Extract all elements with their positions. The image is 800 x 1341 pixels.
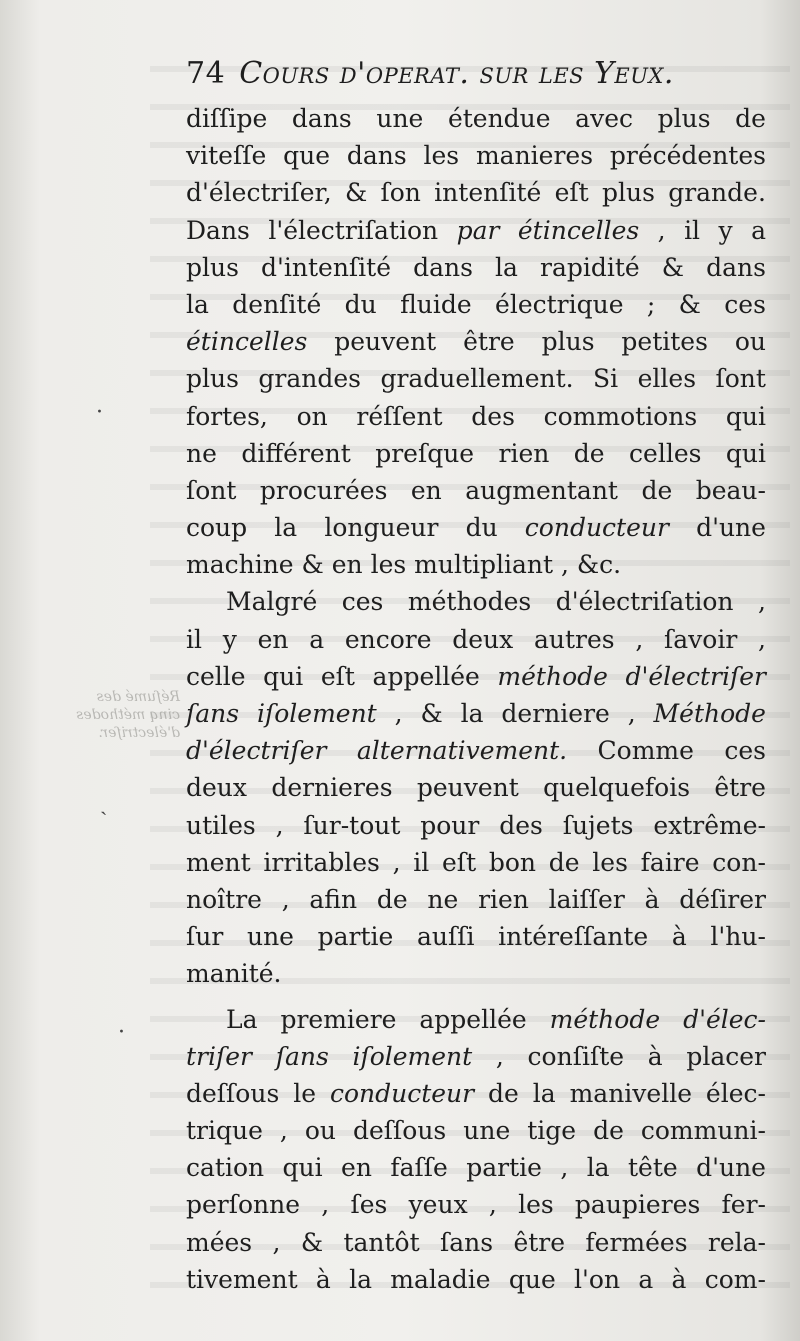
text-line: il y en a encore deux autres , ſavoir , bbox=[186, 624, 766, 654]
text-line: viteſſe que dans les manieres précédentes bbox=[186, 141, 766, 171]
text-line: trique , ou deſſous une tige de communi- bbox=[186, 1116, 766, 1146]
text-line: utiles , ſur-tout pour des ſujets extrême- bbox=[186, 810, 766, 840]
margin-note-line: d'électriſer. bbox=[98, 725, 180, 741]
text-line: d'électriſer, & ſon intenſité eſt plus grande. bbox=[186, 178, 766, 208]
text-line: la denſité du fluide électrique ; & ces bbox=[186, 289, 766, 319]
text-line: cation qui en faſſe partie , la tête d'une bbox=[186, 1153, 766, 1183]
text-line: fortes, on réſſent des commotions qui bbox=[186, 401, 766, 431]
text-line: ſont procurées en augmentant de beau- bbox=[186, 475, 766, 505]
text-line: diſſipe dans une étendue avec plus de bbox=[186, 104, 766, 133]
running-title: Cours d'operat. sur les Yeux. bbox=[239, 56, 674, 91]
text-line: perſonne , ſes yeux , les paupieres fer- bbox=[186, 1190, 766, 1220]
text-line: ſur une partie auſſi intéreſſante à l'hu- bbox=[186, 922, 766, 952]
text-line: deſſous le conducteur de la manivelle élec- bbox=[186, 1078, 766, 1108]
text-line: ne différent preſque rien de celles qui bbox=[186, 438, 766, 468]
specks: · bbox=[96, 400, 103, 425]
specks: ˎ bbox=[100, 791, 108, 816]
text-line: plus grandes graduellement. Si elles ſont bbox=[186, 364, 766, 394]
text-line: noître , afin de ne rien laiſſer à déſirer bbox=[186, 884, 766, 914]
body-text bbox=[186, 100, 766, 1298]
text-line: ſans iſolement , & la derniere , Méthode bbox=[186, 699, 766, 728]
text-line: d'électriſer alternativement. Comme ces bbox=[186, 736, 766, 766]
text-line: mées , & tantôt ſans être fermées rela- bbox=[186, 1227, 766, 1257]
text-line: ment irritables , il eſt bon de les faire con- bbox=[186, 847, 766, 877]
text-line: La premiere appellée méthode d'élec- bbox=[226, 1004, 766, 1034]
page-number: 74 bbox=[186, 56, 226, 91]
paragraph-3 bbox=[186, 1001, 766, 1299]
text-line: tivement à la maladie que l'on a à com- bbox=[186, 1264, 766, 1294]
text-line: étincelles peuvent être plus petites ou bbox=[186, 327, 766, 357]
running-header bbox=[186, 56, 776, 98]
text-line: machine & en les multipliant , &c. bbox=[186, 550, 622, 580]
text-line: manité. bbox=[186, 959, 282, 989]
text-line: Malgré ces méthodes d'électriſation , bbox=[226, 587, 766, 617]
specks: · bbox=[118, 1020, 125, 1045]
mirrored-margin-note bbox=[40, 688, 180, 742]
paragraph-1 bbox=[186, 100, 766, 583]
margin-note-line: cinq méthodes bbox=[76, 707, 180, 723]
text-line: deux dernieres peuvent quelquefois être bbox=[186, 773, 766, 803]
text-line: plus d'intenſité dans la rapidité & dans bbox=[186, 252, 766, 282]
paragraph-2 bbox=[186, 583, 766, 992]
margin-note-line: Réſumé des bbox=[96, 689, 180, 705]
text-line: coup la longueur du conducteur d'une bbox=[186, 513, 766, 543]
text-line: triſer ſans iſolement , conſiſte à placer bbox=[186, 1041, 766, 1071]
text-line: Dans l'électriſation par étincelles , il y a bbox=[186, 215, 766, 245]
text-line: celle qui eſt appellée méthode d'électriſer bbox=[186, 661, 766, 691]
